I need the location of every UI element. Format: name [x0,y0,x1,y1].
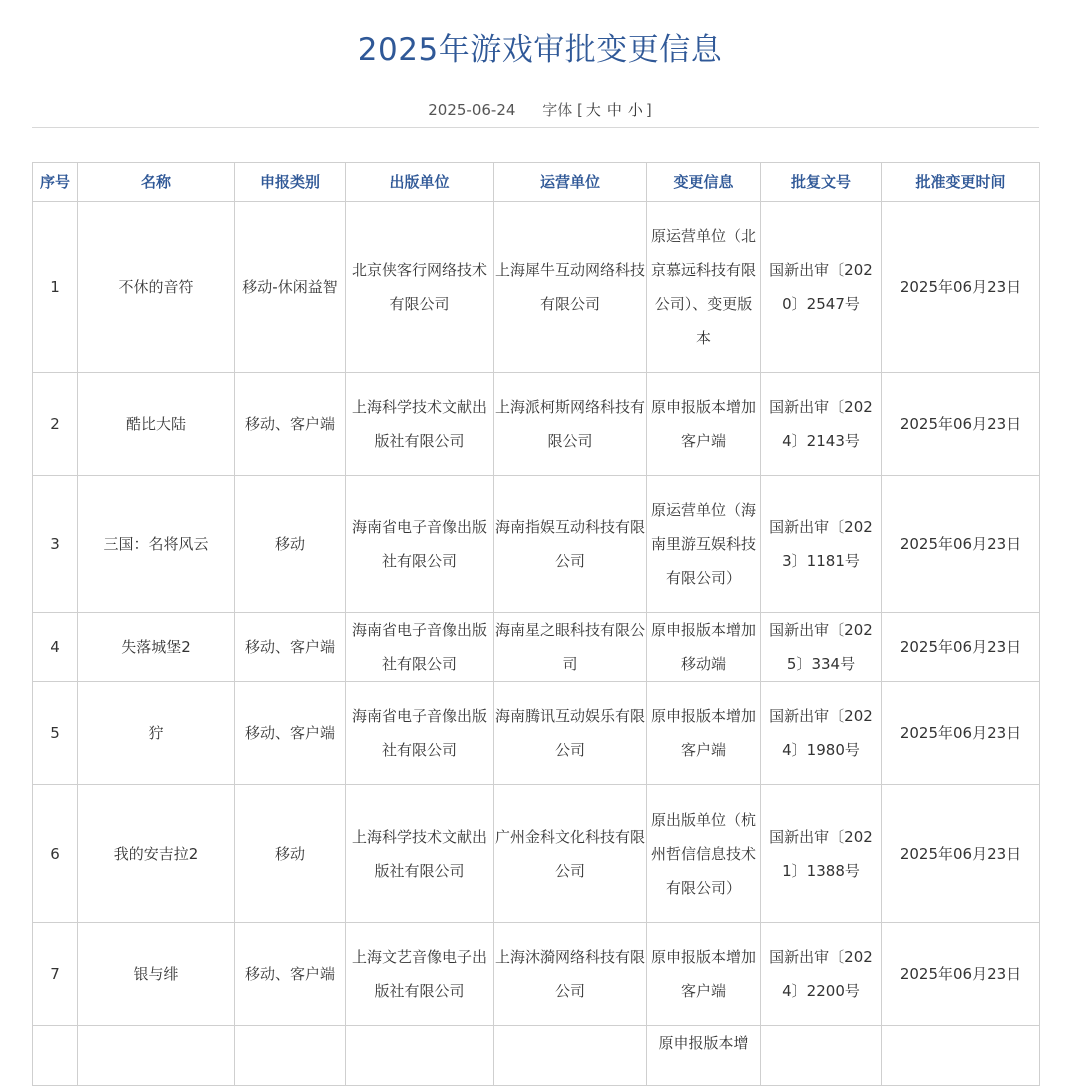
cell-category: 移动、客户端 [235,682,346,785]
cell-date: 2025年06月23日 [882,923,1040,1026]
header-category: 申报类别 [235,163,346,202]
cell-publisher: 海南省电子音像出版社有限公司 [346,682,494,785]
cell-name: 三国：名将风云 [78,476,235,613]
cell-date: 2025年06月23日 [882,785,1040,923]
header-divider [32,127,1039,128]
font-size-medium-link[interactable]: 中 [606,101,622,119]
cell-operator: 海南腾讯互动娱乐有限公司 [494,682,647,785]
font-size-bracket-close: ] [645,101,652,119]
page-title: 2025年游戏审批变更信息 [357,32,723,68]
font-size-large-link[interactable]: 大 [585,101,601,119]
cell-approval: 国新出审〔2024〕1980号 [761,682,882,785]
cell-name [78,1026,235,1086]
table-row [33,202,1040,373]
approval-table-container [32,162,1039,1086]
table-row [33,923,1040,1026]
publish-date: 2025-06-24 [428,101,516,119]
header-publisher: 出版单位 [346,163,494,202]
table-row [33,682,1040,785]
cell-date: 2025年06月23日 [882,373,1040,476]
font-size-bracket-open: [ [577,101,583,119]
header-date: 批准变更时间 [882,163,1040,202]
cell-name: 失落城堡2 [78,613,235,682]
cell-operator [494,1026,647,1086]
cell-name: 我的安吉拉2 [78,785,235,923]
cell-change: 原申报版本增加客户端 [647,923,761,1026]
font-size-label: 字体 [542,101,573,119]
cell-date [882,1026,1040,1086]
cell-operator: 上海派柯斯网络科技有限公司 [494,373,647,476]
cell-name: 银与绯 [78,923,235,1026]
cell-operator: 广州金科文化科技有限公司 [494,785,647,923]
cell-date: 2025年06月23日 [882,476,1040,613]
cell-category: 移动、客户端 [235,373,346,476]
cell-publisher: 上海文艺音像电子出版社有限公司 [346,923,494,1026]
article-meta [0,99,1080,120]
cell-change: 原运营单位（北京慕远科技有限公司）、变更版本 [647,202,761,373]
cell-publisher: 海南省电子音像出版社有限公司 [346,613,494,682]
table-row [33,373,1040,476]
cell-no [33,1026,78,1086]
header-name: 名称 [78,163,235,202]
header-operator: 运营单位 [494,163,647,202]
cell-date: 2025年06月23日 [882,682,1040,785]
cell-category: 移动 [235,785,346,923]
cell-change: 原运营单位（海南里游互娱科技有限公司） [647,476,761,613]
cell-approval: 国新出审〔2025〕334号 [761,613,882,682]
cell-operator: 上海犀牛互动网络科技有限公司 [494,202,647,373]
font-size-small-link[interactable]: 小 [627,101,643,119]
approval-change-table [32,162,1040,1086]
cell-approval: 国新出审〔2024〕2143号 [761,373,882,476]
cell-category: 移动、客户端 [235,613,346,682]
cell-approval [761,1026,882,1086]
header-change: 变更信息 [647,163,761,202]
cell-change: 原申报版本增 [647,1026,761,1086]
cell-operator: 上海沐漪网络科技有限公司 [494,923,647,1026]
cell-name: 不休的音符 [78,202,235,373]
cell-operator: 海南星之眼科技有限公司 [494,613,647,682]
table-row [33,613,1040,682]
cell-approval: 国新出审〔2020〕2547号 [761,202,882,373]
cell-no: 6 [33,785,78,923]
cell-name: 狞 [78,682,235,785]
cell-operator: 海南指娱互动科技有限公司 [494,476,647,613]
cell-category: 移动-休闲益智 [235,202,346,373]
header-no: 序号 [33,163,78,202]
cell-no: 7 [33,923,78,1026]
cell-category: 移动 [235,476,346,613]
cell-no: 3 [33,476,78,613]
cell-publisher: 海南省电子音像出版社有限公司 [346,476,494,613]
cell-date: 2025年06月23日 [882,613,1040,682]
cell-change: 原申报版本增加客户端 [647,373,761,476]
cell-approval: 国新出审〔2024〕2200号 [761,923,882,1026]
cell-change: 原申报版本增加客户端 [647,682,761,785]
table-header-row [33,163,1040,202]
cell-date: 2025年06月23日 [882,202,1040,373]
cell-approval: 国新出审〔2021〕1388号 [761,785,882,923]
cell-change: 原出版单位（杭州哲信信息技术有限公司） [647,785,761,923]
cell-no: 5 [33,682,78,785]
header-approval: 批复文号 [761,163,882,202]
cell-approval: 国新出审〔2023〕1181号 [761,476,882,613]
cell-no: 2 [33,373,78,476]
cell-category: 移动、客户端 [235,923,346,1026]
cell-no: 1 [33,202,78,373]
cell-change: 原申报版本增加移动端 [647,613,761,682]
table-row [33,1026,1040,1086]
cell-name: 酷比大陆 [78,373,235,476]
cell-category [235,1026,346,1086]
cell-publisher: 上海科学技术文献出版社有限公司 [346,373,494,476]
cell-publisher: 上海科学技术文献出版社有限公司 [346,785,494,923]
cell-publisher: 北京侠客行网络技术有限公司 [346,202,494,373]
cell-no: 4 [33,613,78,682]
table-row [33,476,1040,613]
cell-publisher [346,1026,494,1086]
table-row [33,785,1040,923]
